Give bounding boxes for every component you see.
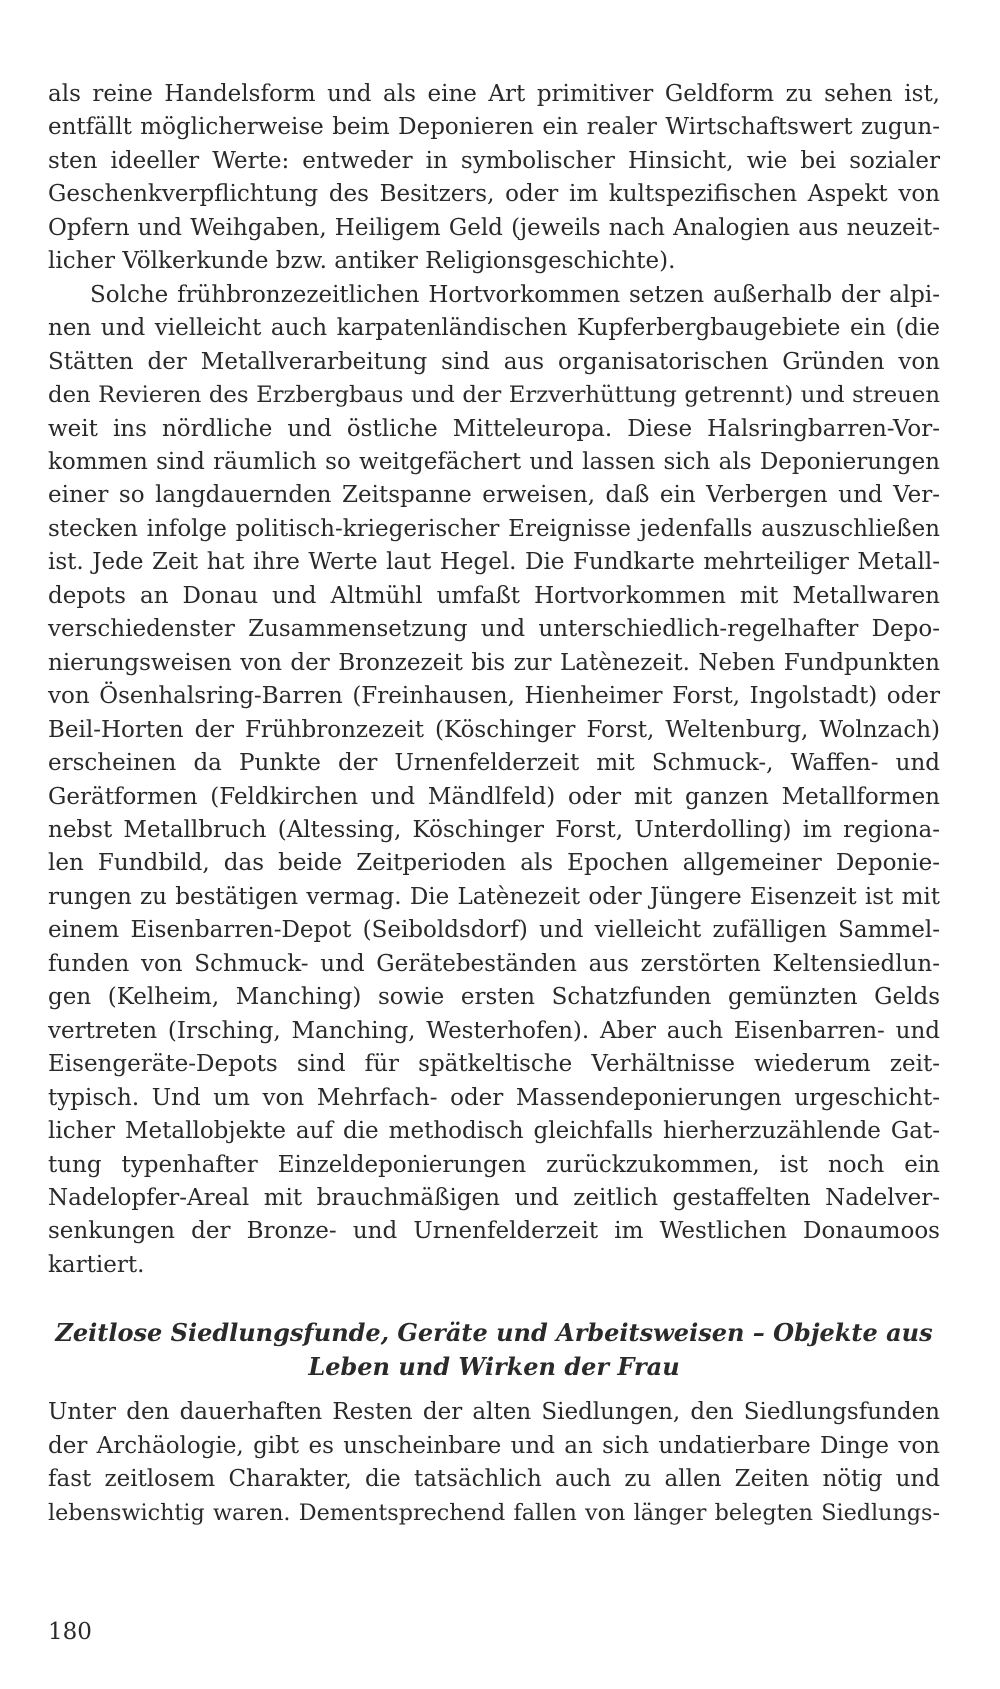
page-number: 180 <box>48 1619 92 1645</box>
text-line: Unter den dauerhaften Resten der alten Siedlungen, den Siedlungsfunden <box>48 1399 940 1426</box>
text-line: kartiert. <box>48 1251 145 1278</box>
text-line: nen und vielleicht auch karpatenländischen Kupferbergbaugebiete ein (die <box>48 315 940 342</box>
paragraph-3 <box>48 1396 940 1530</box>
text-line: senkungen der Bronze- und Urnenfelderzeit im Westlichen Donaumoos <box>48 1218 940 1245</box>
text-line: einer so langdauernden Zeitspanne erweisen, daß ein Verbergen und Ver- <box>48 482 940 509</box>
text-line: von Ösenhalsring-Barren (Freinhausen, Hienheimer Forst, Ingolstadt) oder <box>48 683 940 710</box>
text-line: len Fundbild, das beide Zeitperioden als Epochen allgemeiner Deponie- <box>48 850 940 877</box>
text-line: tung typenhafter Einzeldeponierungen zurückzukommen, ist noch ein <box>48 1151 940 1178</box>
text-line: erscheinen da Punkte der Urnenfelderzeit mit Schmuck-, Waffen- und <box>48 750 940 777</box>
text-line: sten ideeller Werte: entweder in symbolischer Hinsicht, wie bei sozialer <box>48 147 940 174</box>
section-heading <box>48 1316 940 1384</box>
paragraph-2 <box>48 279 940 1283</box>
text-line: lebenswichtig waren. Dementsprechend fallen von länger belegten Siedlungs- <box>48 1499 940 1526</box>
text-line: fast zeitlosem Charakter, die tatsächlich auch zu allen Zeiten nötig und <box>48 1466 940 1493</box>
text-line: funden von Schmuck- und Gerätebeständen aus zerstörten Keltensiedlun- <box>48 950 940 977</box>
text-line: Opfern und Weihgaben, Heiligem Geld (jeweils nach Analogien aus neuzeit- <box>48 214 940 241</box>
text-line: Gerätformen (Feldkirchen und Mändlfeld) oder mit ganzen Metallformen <box>48 783 940 810</box>
text-line: einem Eisenbarren-Depot (Seiboldsdorf) und vielleicht zufälligen Sammel- <box>48 917 940 944</box>
text-line: gen (Kelheim, Manching) sowie ersten Schatzfunden gemünzten Gelds <box>48 984 940 1011</box>
text-line: typisch. Und um von Mehrfach- oder Massendeponierungen urgeschicht- <box>48 1084 940 1111</box>
text-line: kommen sind räumlich so weitgefächert und lassen sich als Deponierungen <box>48 448 940 475</box>
text-line: der Archäologie, gibt es unscheinbare und an sich undatierbare Dinge von <box>48 1432 940 1459</box>
text-line: Nadelopfer-Areal mit brauchmäßigen und zeitlich gestaffelten Nadelver- <box>48 1184 940 1211</box>
text-line: Geschenkverpflichtung des Besitzers, oder im kultspezifischen Aspekt von <box>48 181 940 208</box>
text-line: Solche frühbronzezeitlichen Hortvorkommen setzen außerhalb der alpi- <box>90 281 940 308</box>
text-line: Beil-Horten der Frühbronzezeit (Köschinger Forst, Weltenburg, Wolnzach) <box>48 716 940 743</box>
text-line: rungen zu bestätigen vermag. Die Latènezeit oder Jüngere Eisenzeit ist mit <box>48 883 940 910</box>
text-line: Stätten der Metallverarbeitung sind aus organisatorischen Gründen von <box>48 348 940 375</box>
text-line: stecken infolge politisch-kriegerischer Ereignisse jedenfalls auszuschließen <box>48 515 940 542</box>
text-line: als reine Handelsform und als eine Art primitiver Geldform zu sehen ist, <box>48 81 940 107</box>
heading-line: Zeitlose Siedlungsfunde, Geräte und Arbeitsweisen – Objekte aus <box>55 1318 933 1348</box>
text-line: verschiedenster Zusammensetzung und unterschiedlich-regelhafter Depo- <box>48 616 940 643</box>
text-line: Eisengeräte-Depots sind für spätkeltische Verhältnisse wiederum zeit- <box>48 1051 940 1078</box>
text-line: ist. Jede Zeit hat ihre Werte laut Hegel. Die Fundkarte mehrteiliger Metall- <box>48 549 940 576</box>
heading-line: Leben und Wirken der Frau <box>308 1352 680 1382</box>
text-line: entfällt möglicherweise beim Deponieren ein realer Wirtschaftswert zugun- <box>48 114 940 141</box>
text-line: nebst Metallbruch (Altessing, Köschinger Forst, Unterdolling) im regiona- <box>48 816 940 843</box>
paragraph-1 <box>48 78 940 279</box>
text-line: den Revieren des Erzbergbaus und der Erzverhüttung getrennt) und streuen <box>48 382 940 409</box>
text-line: nierungsweisen von der Bronzezeit bis zur Latènezeit. Neben Fundpunkten <box>48 649 940 676</box>
text-line: weit ins nördliche und östliche Mitteleuropa. Diese Halsringbarren-Vor- <box>48 415 940 442</box>
page-body <box>48 78 940 1530</box>
text-line: vertreten (Irsching, Manching, Westerhofen). Aber auch Eisenbarren- und <box>48 1017 940 1044</box>
text-line: depots an Donau und Altmühl umfaßt Hortvorkommen mit Metallwaren <box>48 582 940 609</box>
text-line: licher Völkerkunde bzw. antiker Religionsgeschichte). <box>48 248 676 275</box>
text-line: licher Metallobjekte auf die methodisch gleichfalls hierherzuzählende Gat- <box>48 1118 940 1145</box>
